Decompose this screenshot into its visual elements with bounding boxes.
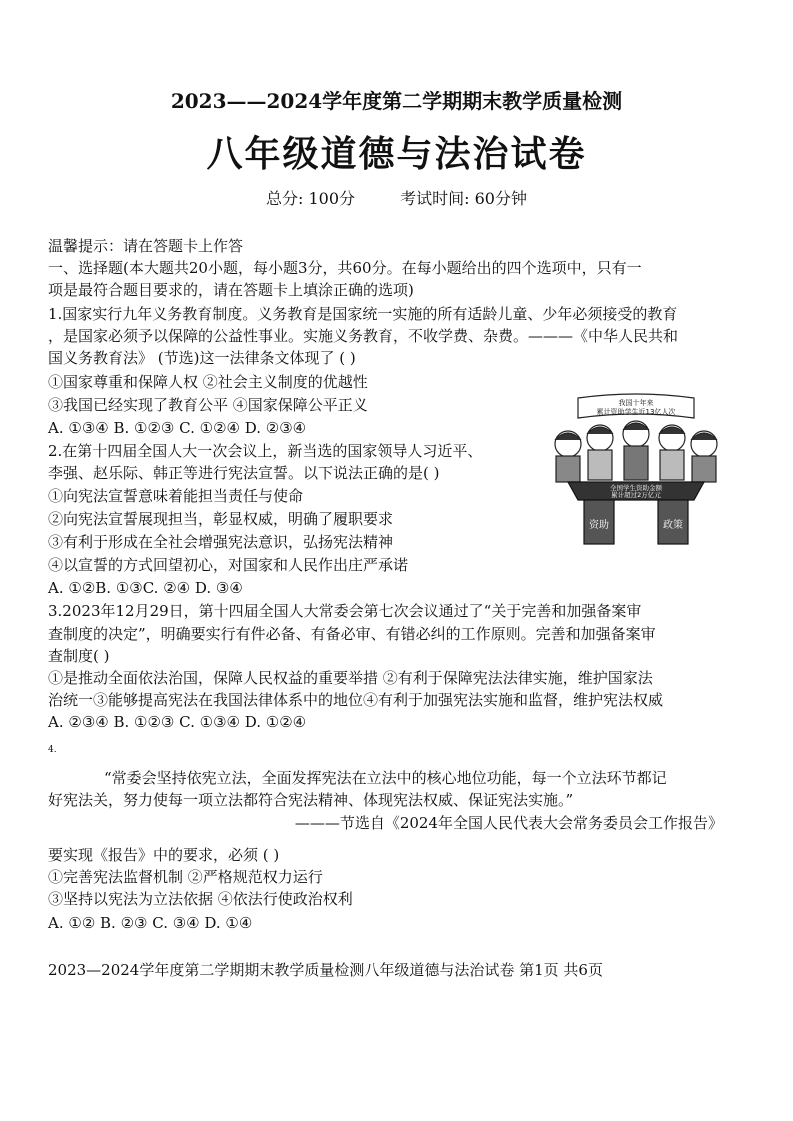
q1-statement1: ①国家尊重和保障人权 ②社会主义制度的优越性 <box>48 373 368 391</box>
q4-statement2: ③坚持以宪法为立法依据 ④依法行使政治权利 <box>48 890 353 908</box>
q2-statement1: ①向宪法宣誓意味着能担当责任与使命 <box>48 487 304 505</box>
q2-statement3: ③有利于形成在全社会增强宪法意识，弘扬宪法精神 <box>48 533 394 551</box>
q4-source: ———节选自《2024年全国人民代表大会常务委员会工作报告》 <box>294 814 723 832</box>
q2-statement2: ②向宪法宣誓展现担当，彰显权威，明确了履职要求 <box>48 510 394 528</box>
page-footer: 2023—2024学年度第二学期期末教学质量检测八年级道德与法治试卷 第1页 共6页 <box>48 961 603 979</box>
q3-options: A. ②③④ B. ①②③ C. ①③④ D. ①②④ <box>48 713 307 731</box>
pillar-right-label: 政策 <box>663 520 683 531</box>
board-text: 全国学生资助金额 <box>610 484 662 492</box>
banner-text2: 累计资助学生近13亿人次 <box>596 408 676 416</box>
q4-stem: 要实现《报告》中的要求，必须 ( ) <box>48 846 280 864</box>
q2-line2: 李强、赵乐际、韩正等进行宪法宣誓。以下说法正确的是( ) <box>48 464 440 482</box>
q2-options: A. ①②B. ①③C. ②④ D. ③④ <box>48 579 243 597</box>
banner-text: 我国十年来 <box>618 399 654 407</box>
section1-line1: 一、选择题(本大题共20小题，每小题3分，共60分。在每小题给出的四个选项中，只有一 <box>48 259 642 277</box>
q1-line1: 1.国家实行九年义务教育制度。义务教育是国家统一实施的所有适龄儿童、少年必须接受的教育 <box>48 305 678 323</box>
q3-line5: 治统一③能够提高宪法在我国法律体系中的地位④有利于加强宪法实施和监督，维护宪法权威 <box>48 691 664 709</box>
student-aid-cartoon <box>538 392 734 546</box>
q1-line3: 国义务教育法》 (节选)这一法律条文体现了 ( ) <box>48 349 356 367</box>
q4-statement1: ①完善宪法监督机制 ②严格规范权力运行 <box>48 868 323 886</box>
q3-line3: 查制度( ) <box>48 647 110 665</box>
total-score: 总分: 100分 <box>266 189 356 208</box>
q4-quote-line1: “常委会坚持依宪立法，全面发挥宪法在立法中的核心地位功能，每一个立法环节都记 <box>104 769 667 787</box>
q4-number: 4. <box>48 745 57 755</box>
q1-statement2: ③我国已经实现了教育公平 ④国家保障公平正义 <box>48 396 368 414</box>
paper-title: 八年级道德与法治试卷 <box>206 133 587 175</box>
q3-line4: ①是推动全面依法治国，保障人民权益的重要举措 ②有利于保障宪法法律实施，维护国家法 <box>48 669 653 687</box>
exam-title: 2023——2024学年度第二学期期末教学质量检测 <box>170 89 623 113</box>
q2-statement4: ④以宣誓的方式回望初心，对国家和人民作出庄严承诺 <box>48 556 409 574</box>
board-text2: 累计超过2万亿元 <box>611 491 661 499</box>
q3-line1: 3.2023年12月29日，第十四届全国人大常委会第七次会议通过了“关于完善和加强备案审 <box>48 602 642 620</box>
q1-options: A. ①③④ B. ①②③ C. ①②④ D. ②③④ <box>48 419 307 437</box>
tip: 温馨提示：请在答题卡上作答 <box>48 237 244 255</box>
q3-line2: 查制度的决定”，明确要实行有件必备、有备必审、有错必纠的工作原则。完善和加强备案审 <box>48 625 656 643</box>
q4-quote-line2: 好宪法关，努力使每一项立法都符合宪法精神、体现宪法权威、保证宪法实施。” <box>48 791 574 809</box>
q1-line2: ，是国家必须予以保障的公益性事业。实施义务教育，不收学费、杂费。———《中华人民共和 <box>48 327 679 345</box>
section1-line2: 项是最符合题目要求的，请在答题卡上填涂正确的选项) <box>48 281 414 299</box>
q2-line1: 2.在第十四届全国人大一次会议上，新当选的国家领导人习近平、 <box>48 442 483 460</box>
pillar-left-label: 资助 <box>589 520 609 531</box>
q4-options: A. ①② B. ②③ C. ③④ D. ①④ <box>48 914 253 932</box>
exam-meta <box>0 188 793 210</box>
exam-time: 考试时间: 60分钟 <box>400 189 527 208</box>
